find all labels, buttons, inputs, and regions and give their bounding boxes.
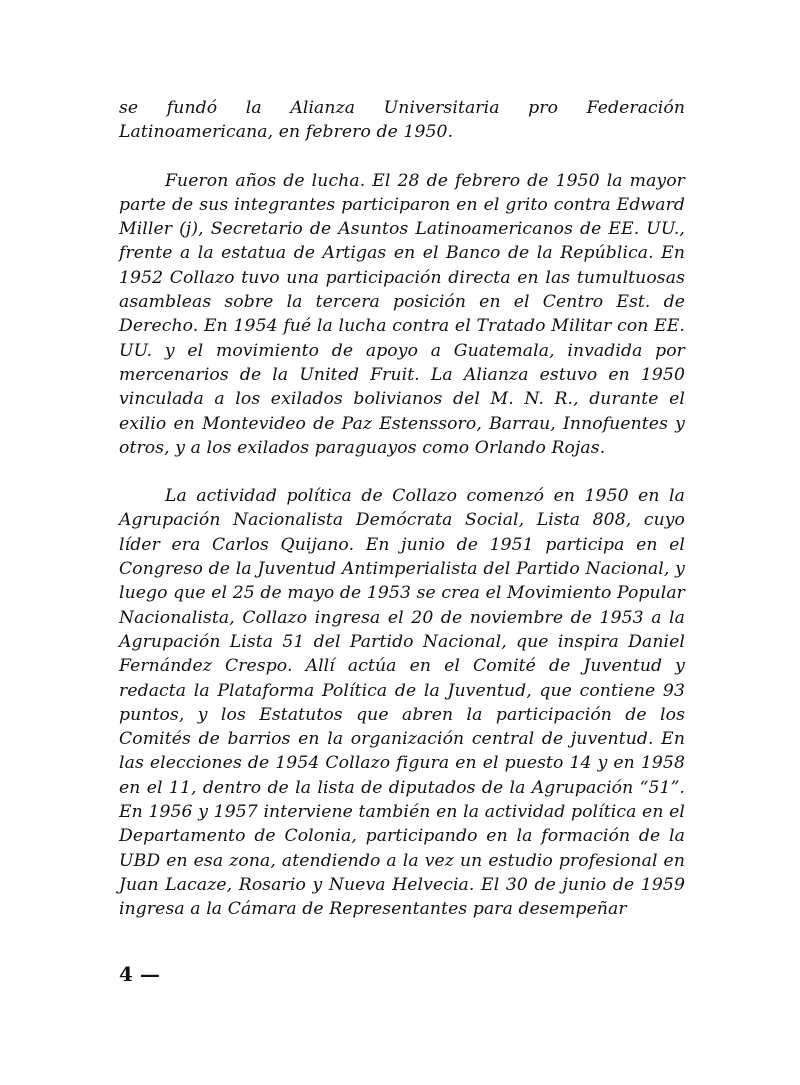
paragraph-years-of-struggle: Fueron años de lucha. El 28 de febrero de 1950 la mayor parte de sus integrantes participaron en el grito contra Edward Miller (j), Secretario de Asuntos Latinoamericanos de EE. UU., frente a la estatua de Artigas en el Banco de la República. En 1952 Collazo tuvo una participación directa en las tumultuosas asambleas sobre la tercera posición en el Centro Est. de Derecho. En 1954 fué la lucha contra el Tratado Militar con EE. UU. y el movimiento de apoyo a Guatemala, invadida por mercenarios de la United Fruit. La Alianza estuvo en 1950 vinculada a los exilados bolivianos del M. N. R., durante el exilio en Montevideo de Paz Estenssoro, Barrau, Innofuentes y otros, y a los exilados paraguayos como Orlando Rojas. — [119, 170, 685, 458]
paragraph-political-activity: La actividad política de Collazo comenzó en 1950 en la Agrupación Nacionalista Demócrata Social, Lista 808, cuyo líder era Carlos Quijano. En junio de 1951 participa en el Congreso de la Juventud Antimperialista del Partido Nacional, y luego que el 25 de mayo de 1953 se crea el Movimiento Popular Nacionalista, Collazo ingresa el 20 de noviembre de 1953 a la Agrupación Lista 51 del Partido Nacional, que inspira Daniel Fernández Crespo. Allí actúa en el Comité de Juventud y redacta la Plataforma Política de la Juventud, que contiene 93 puntos, y los Estatutos que abren la participación de los Comités de barrios en la organización central de juventud. En las elecciones de 1954 Collazo figura en el puesto 14 y en 1958 en el 11, dentro de la lista de diputados de la Agrupación “51”. En 1956 y 1957 interviene también en la actividad política en el Departamento de Colonia, participando en la formación de la UBD en esa zona, atendiendo a la vez un estudio profesional en Juan Lacaze, Rosario y Nueva Helvecia. El 30 de junio de 1959 ingresa a la Cámara de Representantes para desempeñar — [119, 486, 685, 920]
page-body — [119, 96, 685, 922]
page-number: 4 — — [119, 962, 160, 986]
paragraph-continuation: se fundó la Alianza Universitaria pro Federación Latinoamericana, en febrero de 1950. — [119, 98, 685, 143]
